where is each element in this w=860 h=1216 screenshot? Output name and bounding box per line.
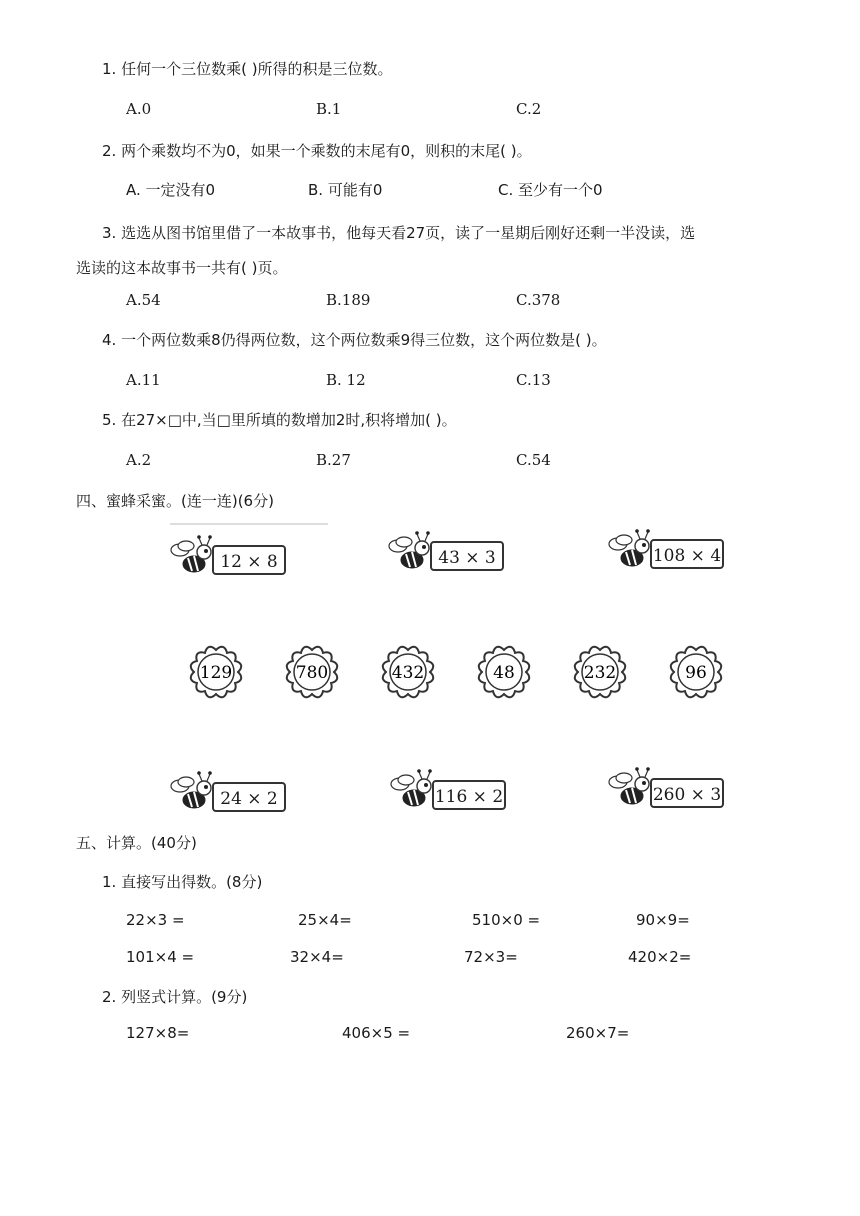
q5-option-c: C.54 xyxy=(516,451,551,469)
calc-1: 22×3 = xyxy=(126,911,185,929)
bee-card-bottom-1[interactable]: 24 × 2 xyxy=(212,782,286,812)
calc-6: 32×4= xyxy=(290,948,344,966)
part-2-title: 2. 列竖式计算。(9分) xyxy=(102,988,248,1006)
calc-7: 72×3= xyxy=(464,948,518,966)
section-5-title: 五、计算。(40分) xyxy=(76,834,197,852)
q4-option-b: B. 12 xyxy=(326,371,366,389)
question-2: 2. 两个乘数均不为0，如果一个乘数的末尾有0，则积的末尾( )。 xyxy=(102,142,532,160)
calc-4: 90×9= xyxy=(636,911,690,929)
q1-option-c: C.2 xyxy=(516,100,542,118)
q3-option-a: A.54 xyxy=(126,291,161,309)
q4-option-c: C.13 xyxy=(516,371,551,389)
flower-label: 129 xyxy=(199,663,233,683)
bee-icon-top-3 xyxy=(609,529,650,566)
bee-icon-top-2 xyxy=(389,531,430,568)
flower-432[interactable] xyxy=(383,647,433,697)
flower-label: 96 xyxy=(685,663,707,683)
question-3-line1: 3. 选选从图书馆里借了一本故事书，他每天看27页，读了一星期后刚好还剩一半没读，选 xyxy=(102,224,696,242)
q3-option-c: C.378 xyxy=(516,291,561,309)
question-4: 4. 一个两位数乘8仍得两位数，这个两位数乘9得三位数，这个两位数是( )。 xyxy=(102,331,607,349)
bee-icon-bottom-3 xyxy=(609,767,650,804)
question-5: 5. 在27×□中,当□里所填的数增加2时,积将增加( )。 xyxy=(102,411,457,429)
calc-5: 101×4 = xyxy=(126,948,195,966)
vertical-calc-1: 127×8= xyxy=(126,1024,190,1042)
q4-option-a: A.11 xyxy=(126,371,161,389)
calc-2: 25×4= xyxy=(298,911,352,929)
bee-card-bottom-2[interactable]: 116 × 2 xyxy=(432,780,506,810)
bee-matching-area xyxy=(150,518,750,818)
q2-option-b: B. 可能有0 xyxy=(308,181,383,199)
vertical-calc-2: 406×5 = xyxy=(342,1024,411,1042)
question-3-line2: 选读的这本故事书一共有( )页。 xyxy=(76,259,288,277)
calc-8: 420×2= xyxy=(628,948,692,966)
q3-option-b: B.189 xyxy=(326,291,371,309)
flower-48[interactable] xyxy=(479,647,529,697)
flower-232[interactable] xyxy=(575,647,625,697)
bee-card-top-3[interactable]: 108 × 4 xyxy=(650,539,724,569)
q1-option-a: A.0 xyxy=(126,100,152,118)
vertical-calc-3: 260×7= xyxy=(566,1024,630,1042)
flower-780[interactable] xyxy=(287,647,337,697)
q2-option-a: A. 一定没有0 xyxy=(126,181,216,199)
q5-option-a: A.2 xyxy=(126,451,152,469)
question-1: 1. 任何一个三位数乘( )所得的积是三位数。 xyxy=(102,60,393,78)
flower-96[interactable] xyxy=(671,647,721,697)
bee-card-top-2[interactable]: 43 × 3 xyxy=(430,541,504,571)
bee-icon-bottom-1 xyxy=(171,771,212,808)
bee-icon-bottom-2 xyxy=(391,769,432,806)
section-4-title: 四、蜜蜂采蜜。(连一连)(6分) xyxy=(76,492,274,510)
flower-label: 432 xyxy=(391,663,425,683)
flower-129[interactable] xyxy=(191,647,241,697)
bee-card-top-1[interactable]: 12 × 8 xyxy=(212,545,286,575)
bee-card-bottom-3[interactable]: 260 × 3 xyxy=(650,778,724,808)
q1-option-b: B.1 xyxy=(316,100,342,118)
q5-option-b: B.27 xyxy=(316,451,351,469)
calc-3: 510×0 = xyxy=(472,911,541,929)
flower-label: 48 xyxy=(493,663,515,683)
part-1-title: 1. 直接写出得数。(8分) xyxy=(102,873,263,891)
flower-label: 780 xyxy=(295,663,329,683)
q2-option-c: C. 至少有一个0 xyxy=(498,181,603,199)
flower-label: 232 xyxy=(583,663,617,683)
bee-icon-top-1 xyxy=(171,535,212,572)
